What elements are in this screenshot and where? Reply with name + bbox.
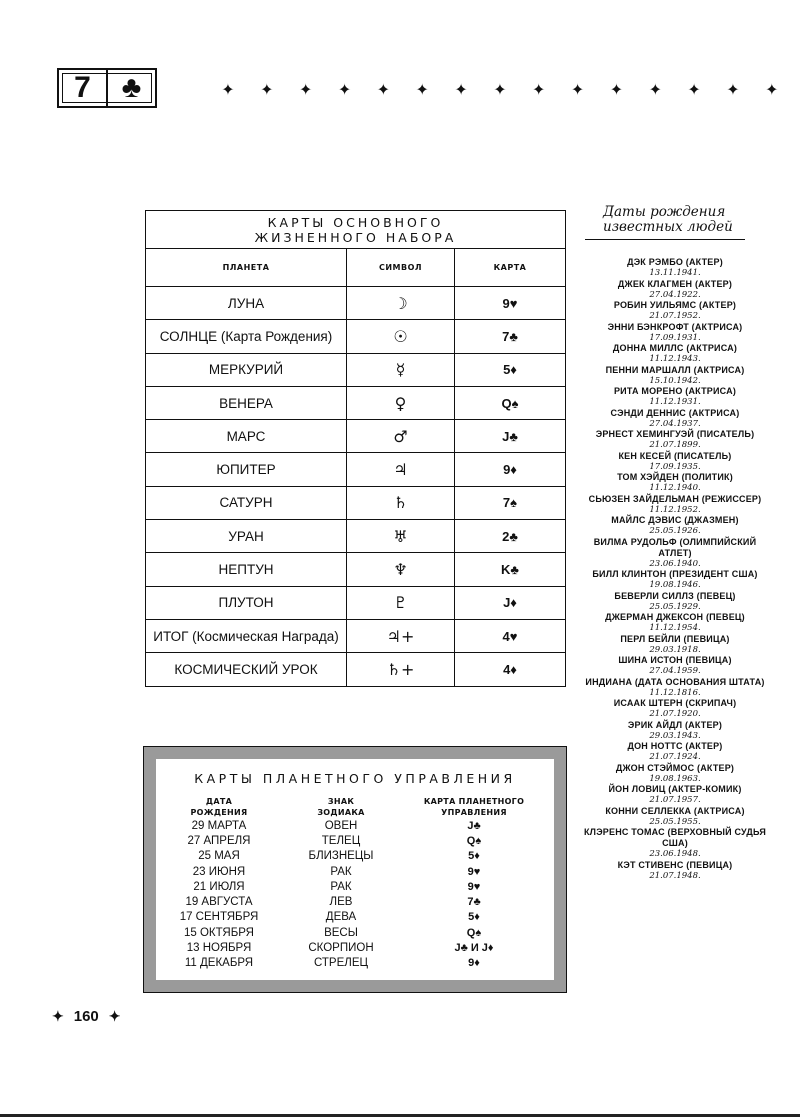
list-item	[580, 343, 770, 365]
planet-name: НЕПТУН	[218, 562, 274, 578]
planet-card: 4♥	[454, 620, 565, 652]
list-item	[580, 763, 770, 785]
rule-card: Q♠	[466, 834, 482, 847]
table-row	[146, 653, 565, 685]
list-item	[580, 365, 770, 387]
table-row	[156, 833, 554, 848]
rule-card: 5♦	[468, 850, 480, 863]
planet-symbol-icon: ♂	[346, 420, 454, 452]
famous-births-title	[585, 205, 745, 240]
planet-card: J♦	[454, 587, 565, 619]
rule-card: J♣ И J♦	[454, 942, 494, 955]
person-birth-date: 11.12.1954.	[649, 623, 701, 633]
person-name: СЭНДИ ДЕННИС (АКТРИСА)	[610, 407, 740, 418]
birth-date: 21 ИЮЛЯ	[193, 880, 245, 893]
planet-name: ЛУНА	[227, 295, 265, 311]
planet-symbol-icon: ♅	[346, 520, 454, 552]
rule-card: 5♦	[468, 911, 480, 924]
person-name: РОБИН УИЛЬЯМС (АКТЕР)	[613, 300, 737, 310]
person-birth-date: 21.07.1952.	[649, 311, 701, 321]
star-ornament-icon: ✦	[532, 80, 546, 99]
star-ornament-icon: ✦	[570, 80, 585, 99]
list-item	[580, 860, 770, 882]
table-row	[156, 879, 554, 894]
planet-card: 7♠	[454, 487, 565, 519]
life-cards-table	[145, 210, 566, 687]
planet-symbol-icon: ♆	[346, 553, 454, 585]
planet-name: УРАН	[228, 528, 264, 544]
planet-name: ВЕНЕРА	[219, 395, 273, 411]
table-row	[156, 894, 554, 909]
list-item	[580, 634, 770, 656]
planet-symbol-icon: ♄+	[346, 653, 454, 685]
birth-date: 27 АПРЕЛЯ	[187, 834, 251, 847]
list-item	[580, 655, 770, 677]
person-birth-date: 11.12.1940.	[649, 483, 701, 493]
person-birth-date: 11.12.1943.	[649, 354, 701, 364]
star-ornament-icon: ✦	[765, 80, 779, 99]
table-header-row	[146, 249, 565, 287]
bottom-edge-line	[0, 1114, 800, 1117]
planet-name: КОСМИЧЕСКИЙ УРОК	[174, 661, 318, 677]
list-item	[580, 827, 770, 860]
list-item	[580, 322, 770, 344]
table-row	[146, 520, 565, 553]
person-birth-date: 11.12.1952.	[649, 504, 701, 515]
list-item	[580, 720, 770, 742]
planet-card: 2♣	[454, 520, 565, 552]
zodiac-sign: ТЕЛЕЦ	[321, 834, 361, 847]
table-row	[146, 487, 565, 520]
person-name: ПЕННИ МАРШАЛЛ (АКТРИСА)	[605, 364, 745, 375]
list-item	[580, 472, 770, 494]
list-item	[580, 451, 770, 473]
planet-symbol-icon: ♀	[346, 387, 454, 419]
club-suit-icon: ♣	[106, 70, 155, 106]
header-zodiac-sign	[282, 796, 400, 818]
planet-name: МАРС	[226, 428, 266, 444]
zodiac-sign: ОВЕН	[324, 819, 358, 832]
zodiac-sign: ВЕСЫ	[324, 926, 358, 939]
person-birth-date: 11.12.1931.	[649, 397, 701, 407]
table-row	[156, 910, 554, 925]
person-birth-date: 13.11.1941.	[649, 268, 701, 278]
person-name: ЭРИК АЙДЛ (АКТЕР)	[627, 719, 723, 730]
person-birth-date: 23.06.1948.	[649, 849, 701, 859]
person-birth-date: 25.05.1929.	[649, 601, 701, 612]
table-row	[146, 553, 565, 586]
star-ornament-icon: ✦	[221, 80, 235, 99]
table-row	[146, 387, 565, 420]
rule-card: Q♠	[466, 926, 482, 939]
list-item	[580, 569, 770, 591]
person-name: ВИЛМА РУДОЛЬФ (ОЛИМПИЙСКИЙ АТЛЕТ)	[593, 536, 757, 558]
person-name: КЕН КЕСЕЙ (ПИСАТЕЛЬ)	[618, 450, 732, 461]
person-name: ИСААК ШТЕРН (СКРИПАЧ)	[613, 698, 737, 708]
zodiac-sign: РАК	[330, 865, 352, 878]
page-number: 160	[73, 1008, 99, 1025]
person-name: БЕВЕРЛИ СИЛЛЗ (ПЕВЕЦ)	[614, 590, 736, 601]
person-name: ЭРНЕСТ ХЕМИНГУЭЙ (ПИСАТЕЛЬ)	[595, 429, 755, 439]
person-name: ИНДИАНА (ДАТА ОСНОВАНИЯ ШТАТА)	[585, 676, 765, 687]
star-ornament-icon: ✦	[687, 80, 701, 99]
person-name: ДЭК РЭМБО (АКТЕР)	[627, 257, 723, 267]
person-birth-date: 21.07.1899.	[649, 440, 701, 450]
person-name: ТОМ ХЭЙДЕН (ПОЛИТИК)	[617, 472, 733, 482]
planet-name: ПЛУТОН	[218, 595, 274, 611]
planetary-rule-title: КАРТЫ ПЛАНЕТНОГО УПРАВЛЕНИЯ	[194, 771, 516, 786]
table-row	[146, 287, 565, 320]
table-row	[156, 849, 554, 864]
list-item	[580, 612, 770, 634]
planet-card: 9♥	[454, 287, 565, 319]
list-item	[580, 279, 770, 301]
planet-card: 7♣	[454, 320, 565, 352]
card-number: 7	[74, 71, 91, 104]
famous-title-line1: Даты рождения	[603, 204, 726, 220]
planet-symbol-icon: ☽	[346, 287, 454, 319]
list-item	[580, 591, 770, 613]
header-birth-date-line1: ДАТА	[205, 797, 233, 806]
planet-name: ЮПИТЕР	[216, 462, 276, 478]
person-birth-date: 21.07.1920.	[649, 709, 701, 719]
planet-symbol-icon: ☉	[346, 320, 454, 352]
person-name: СЬЮЗЕН ЗАЙДЕЛЬМАН (РЕЖИССЕР)	[588, 493, 762, 504]
rule-card: 9♥	[467, 865, 481, 878]
person-birth-date: 25.05.1955.	[649, 816, 701, 827]
header-card: КАРТА	[454, 249, 565, 286]
zodiac-sign: ЛЕВ	[329, 896, 353, 909]
zodiac-sign: РАК	[330, 880, 352, 893]
birth-date: 19 АВГУСТА	[185, 896, 253, 909]
table-title-line1: КАРТЫ ОСНОВНОГО	[267, 215, 444, 230]
person-birth-date: 11.12.1816.	[649, 687, 701, 698]
person-birth-date: 27.04.1937.	[649, 418, 701, 429]
person-birth-date: 17.09.1935.	[649, 461, 701, 472]
planet-symbol-icon: ☿	[346, 354, 454, 386]
planet-card: J♣	[454, 420, 565, 452]
header-rule-card	[400, 796, 548, 818]
list-item	[580, 698, 770, 720]
person-name: ДЖЕРМАН ДЖЕКСОН (ПЕВЕЦ)	[605, 612, 745, 622]
planet-card: K♣	[454, 553, 565, 585]
planet-name: ИТОГ (Космическая Награда)	[153, 628, 339, 644]
list-item	[580, 386, 770, 408]
person-name: КЭТ СТИВЕНС (ПЕВИЦА)	[617, 859, 733, 870]
rule-card: 9♦	[468, 957, 480, 970]
star-divider	[220, 80, 780, 99]
table-row	[146, 620, 565, 653]
person-birth-date: 15.10.1942.	[649, 375, 701, 386]
person-name: КОННИ СЕЛЛЕККА (АКТРИСА)	[605, 805, 745, 816]
person-name: БИЛЛ КЛИНТОН (ПРЕЗИДЕНТ США)	[592, 569, 758, 579]
person-birth-date: 23.06.1940.	[649, 558, 701, 569]
star-ornament-icon: ✦	[298, 80, 313, 99]
person-name: ДОННА МИЛЛС (АКТРИСА)	[612, 343, 738, 353]
person-name: ДЖОН СТЭЙМОС (АКТЕР)	[615, 762, 735, 773]
table-row	[156, 864, 554, 879]
planet-name: МЕРКУРИЙ	[208, 362, 284, 378]
birth-date: 23 ИЮНЯ	[192, 865, 246, 878]
header-zodiac-line2: ЗОДИАКА	[317, 808, 365, 817]
person-birth-date: 27.04.1959.	[649, 666, 701, 676]
list-item	[580, 300, 770, 322]
list-item	[580, 537, 770, 570]
planetary-rule-box	[143, 746, 567, 993]
star-ornament-icon: ✦	[415, 80, 429, 99]
birth-date: 11 ДЕКАБРЯ	[184, 957, 254, 970]
planet-card: Q♠	[454, 387, 565, 419]
star-ornament-icon: ✦	[648, 80, 662, 99]
header-zodiac-line1: ЗНАК	[327, 797, 355, 806]
birth-date: 29 МАРТА	[191, 819, 247, 832]
header-planet: ПЛАНЕТА	[222, 263, 270, 272]
rule-card: J♣	[467, 819, 481, 832]
person-name: ШИНА ИСТОН (ПЕВИЦА)	[618, 655, 732, 665]
planet-symbol-icon: ♇	[346, 587, 454, 619]
planetary-rule-header	[156, 796, 554, 818]
table-title-line2: ЖИЗНЕННОГО НАБОРА	[254, 230, 457, 245]
rule-card: 9♥	[467, 880, 481, 893]
list-item	[580, 494, 770, 516]
star-ornament-icon: ✦	[609, 80, 624, 99]
person-birth-date: 25.05.1926.	[649, 526, 701, 536]
person-birth-date: 21.07.1948.	[649, 870, 701, 881]
header-rule-card-line1: КАРТА ПЛАНЕТНОГО	[423, 797, 525, 806]
list-item	[580, 741, 770, 763]
header-birth-date	[156, 796, 282, 818]
person-name: КЛЭРЕНС ТОМАС (ВЕРХОВНЫЙ СУДЬЯ США)	[583, 827, 766, 848]
table-row	[146, 587, 565, 620]
planetary-rule-inner	[156, 759, 554, 980]
person-birth-date: 21.07.1957.	[649, 795, 701, 805]
star-ornament-icon: ✦	[726, 80, 740, 99]
zodiac-sign: БЛИЗНЕЦЫ	[308, 850, 374, 863]
page-footer	[52, 1008, 121, 1025]
person-birth-date: 19.08.1946.	[649, 580, 701, 590]
header-birth-date-line2: РОЖДЕНИЯ	[190, 808, 248, 817]
star-ornament-icon: ✦	[376, 80, 391, 99]
rule-card: 7♣	[467, 896, 481, 909]
birth-date: 13 НОЯБРЯ	[186, 942, 252, 955]
life-cards-table-title	[146, 211, 565, 249]
planet-card: 4♦	[454, 653, 565, 685]
table-row	[146, 320, 565, 353]
planet-symbol-icon: ♃	[346, 453, 454, 485]
table-row	[146, 420, 565, 453]
planet-name: САТУРН	[219, 495, 273, 511]
list-item	[580, 429, 770, 451]
planet-card: 5♦	[454, 354, 565, 386]
person-birth-date: 29.03.1943.	[649, 730, 701, 741]
planet-card: 9♦	[454, 453, 565, 485]
famous-title-line2: известных людей	[603, 219, 733, 235]
header-rule-card-line2: УПРАВЛЕНИЯ	[441, 808, 507, 817]
list-item	[580, 257, 770, 279]
zodiac-sign: СКОРПИОН	[308, 942, 374, 955]
star-ornament-icon: ✦	[454, 80, 468, 99]
birth-date: 15 ОКТЯБРЯ	[184, 926, 254, 939]
table-row	[146, 354, 565, 387]
star-ornament-icon: ✦	[493, 80, 507, 99]
list-item	[580, 806, 770, 828]
table-row	[156, 940, 554, 955]
person-name: РИТА МОРЕНО (АКТРИСА)	[613, 386, 737, 396]
list-item	[580, 515, 770, 537]
zodiac-sign: ДЕВА	[325, 911, 357, 924]
birth-date: 25 МАЯ	[198, 850, 240, 863]
table-row	[156, 956, 554, 971]
person-name: ДОН НОТТС (АКТЕР)	[627, 741, 723, 751]
header-symbol: СИМВОЛ	[346, 249, 454, 286]
list-item	[580, 784, 770, 806]
person-name: ДЖЕК КЛАГМЕН (АКТЕР)	[617, 278, 733, 289]
person-birth-date: 29.03.1918.	[649, 644, 701, 655]
person-birth-date: 19.08.1963.	[649, 773, 701, 784]
star-ornament-icon: ✦	[260, 80, 274, 99]
table-row	[156, 818, 554, 833]
footer-star-right-icon: ✦	[108, 1008, 121, 1024]
planet-symbol-icon: ♄	[346, 487, 454, 519]
famous-people-list	[580, 257, 770, 881]
list-item	[580, 408, 770, 430]
planet-symbol-icon: ♃+	[346, 620, 454, 652]
person-birth-date: 21.07.1924.	[649, 752, 701, 762]
planet-name: СОЛНЦЕ (Карта Рождения)	[159, 328, 333, 344]
list-item	[580, 677, 770, 699]
table-row	[146, 453, 565, 486]
birth-date: 17 СЕНТЯБРЯ	[179, 911, 259, 924]
card-header-box	[57, 68, 157, 108]
person-name: МАЙЛС ДЭВИС (ДЖАЗМЕН)	[611, 515, 739, 525]
table-row	[156, 925, 554, 940]
person-name: ПЕРЛ БЕЙЛИ (ПЕВИЦА)	[620, 633, 730, 644]
footer-star-left-icon: ✦	[52, 1008, 64, 1024]
person-name: ЭННИ БЭНКРОФТ (АКТРИСА)	[607, 321, 743, 332]
person-name: ЙОН ЛОВИЦ (АКТЕР-КОМИК)	[608, 784, 742, 794]
person-birth-date: 27.04.1922.	[649, 289, 701, 300]
star-ornament-icon: ✦	[337, 80, 352, 99]
person-birth-date: 17.09.1931.	[649, 332, 701, 343]
zodiac-sign: СТРЕЛЕЦ	[313, 957, 368, 970]
